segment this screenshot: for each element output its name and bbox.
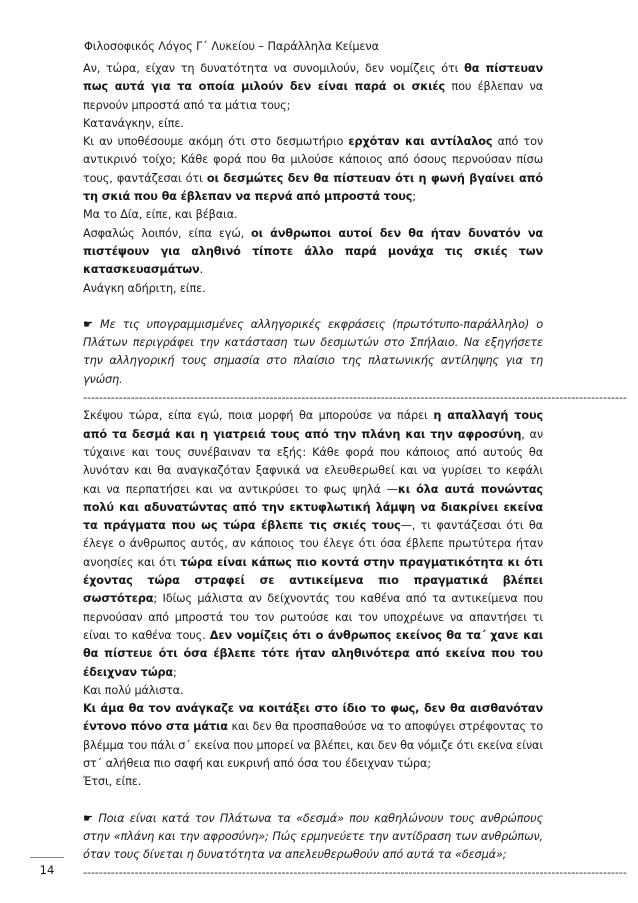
text-run: Ασφαλώς λοιπόν, είπα εγώ, <box>83 226 252 240</box>
page-header: Φιλοσοφικός Λόγος Γ΄ Λυκείου – Παράλληλα Κείμενα <box>84 40 379 53</box>
bold-text: Δεν νομίζεις ότι ο άνθρωπος εκείνος θα τα΄ χανε και θα πίστευε ότι όσα έβλεπε τότε ήταν αληθινότερα από εκείνα που του έδειχναν τώρα <box>83 628 543 679</box>
text-run: από τον αντικρινό τοίχο; Κάθε φορά που θα μιλούσε κάποιος από όσους περνούσαν πίσω τους, φαντάζεσαι ότι <box>83 135 544 185</box>
text-run: ; Ιδίως μάλιστα αν δείχνοντάς του καθένα από τα αντικείμενα που περνούσαν από μπροστά του τον ρωτούσε και τον υποχρέωνε να απαντήσει τι είναι το καθένα τους. <box>83 592 543 642</box>
text-run: Έτσι, είπε. <box>83 775 142 789</box>
bold-text: κι όλα αυτά πονώντας πολύ και αδυνατώντας από την εκτυφλωτική λάμψη να διακρίνει εκείνα τα πράγματα που ως τώρα έβλεπε τις σκιές τους <box>83 482 543 533</box>
bold-text: η απαλλαγή τους από τα δεσμά και η γιατρειά τους από την πλάνη και την αφροσύνη <box>83 409 543 441</box>
bold-text: τώρα είναι κάπως πιο κοντά στην πραγματικότητα κι ότι έχοντας τώρα στραφεί σε αντικείμενα πιο πραγματικά βλέπει σωστότερα <box>83 555 543 606</box>
paragraph <box>83 773 543 791</box>
paragraph <box>83 700 543 773</box>
question-text: Με τις υπογραμμισμένες αλληγορικές εκφράσεις (πρωτότυπο-παράλληλο) ο Πλάτων περιγράφει την κατάσταση των δεσμωτών στο Σπήλαιο. Να εξηγήσετε την αλληγορική τους σημασία στο πλαίσιο της πλατωνικής αντίληψης για τη γνώση. <box>83 317 543 386</box>
paragraph <box>83 280 543 298</box>
bold-text: ερχόταν και αντίλαλος <box>348 135 493 149</box>
bold-text: οι άνθρωποι αυτοί δεν θα ήταν δυνατόν να πιστέψουν για αληθινό τίποτε άλλο παρά μονάχα τις σκιές των κατασκευασμάτων <box>83 226 543 277</box>
paragraph <box>83 407 543 681</box>
paragraph <box>83 133 543 206</box>
divider: ----------------------------------------------------------------------------------------------------------------------------------------- <box>83 866 627 880</box>
text-run: Μα το Δία, είπε, και βέβαια. <box>83 208 238 222</box>
text-run: —, τι φαντάζεσαι ότι θα έλεγε ο άνθρωπος αυτός, αν κάποιος του έλεγε ότι όσα έβλεπε πρωτύτερα ήταν ανοησίες και ότι <box>83 519 543 569</box>
text-run: Αν, τώρα, είχαν τη δυνατότητα να συνομιλούν, δεν νομίζεις ότι <box>83 62 465 75</box>
document-body <box>83 60 627 883</box>
text-run: . <box>199 263 204 277</box>
paragraph <box>83 682 543 700</box>
paragraph <box>83 115 543 133</box>
bold-text: οι δεσμώτες δεν θα πίστευαν ότι η φωνή βγαίνει από τη σκιά που θα έβλεπαν να περνά από μπροστά τους <box>83 171 543 204</box>
text-run: Κι αν υποθέσουμε ακόμη ότι στο δεσμωτήριο <box>83 135 349 149</box>
page-number: 14 <box>30 857 64 877</box>
paragraph <box>83 206 543 224</box>
question-1 <box>83 316 543 389</box>
text-run: ; <box>412 190 416 204</box>
paragraph <box>83 225 543 280</box>
text-run: Ανάγκη αδήριτη, είπε. <box>83 281 206 295</box>
question-2 <box>83 810 543 865</box>
divider: ----------------------------------------------------------------------------------------------------------------------------------------- <box>83 391 627 405</box>
pointing-hand-icon: ☛ <box>83 317 93 331</box>
text-run: , αν τύχαινε και τους συνέβαιναν τα εξής: Κάθε φορά που κάποιος από αυτούς θα λυνόταν και θα αναγκαζόταν ξαφνικά να ελευθερωθεί και να γυρίσει το κεφάλι και να περπατήσει και να αντικρύσει το φως ψηλά — <box>83 427 543 496</box>
bold-text: θα πίστευαν πως αυτά για τα οποία μιλούν δεν είναι παρά οι σκιές <box>83 62 543 94</box>
text-run: Και πολύ μάλιστα. <box>83 683 184 697</box>
text-run: Σκέψου τώρα, είπα εγώ, ποια μορφή θα μπορούσε να πάρει <box>83 409 434 423</box>
text-run: και δεν θα προσπαθούσε να το αποφύγει στρέφοντας το βλέμμα του πάλι σ΄ εκείνα που μπορεί να βλέπει, και δεν θα νόμιζε ότι εκείνα είναι στ΄ αλήθεια πιο σαφή και ευκρινή από όσα του έδειχναν τώρα; <box>83 720 543 770</box>
pointing-hand-icon: ☛ <box>83 811 93 825</box>
question-text: Ποια είναι κατά τον Πλάτωνα τα «δεσμά» που καθηλώνουν τους ανθρώπους στην «πλάνη και την αφροσύνη»; Πώς ερμηνεύετε την αντίδραση των ανθρώπων, όταν τους δίνεται η δυνατότητα να απελευθερωθούν από αυτά τα «δεσμά»; <box>83 811 543 862</box>
bold-text: Κι άμα θα τον ανάγκαζε να κοιτάξει στο ίδιο το φως, δεν θα αισθανόταν έντονο πόνο στα μάτια <box>83 702 543 734</box>
text-run: Κατανάγκην, είπε. <box>83 116 184 130</box>
text-run: που έβλεπαν να περνούν μπροστά από τα μάτια τους; <box>83 80 543 112</box>
paragraph <box>83 60 543 115</box>
text-run: ; <box>173 665 177 679</box>
